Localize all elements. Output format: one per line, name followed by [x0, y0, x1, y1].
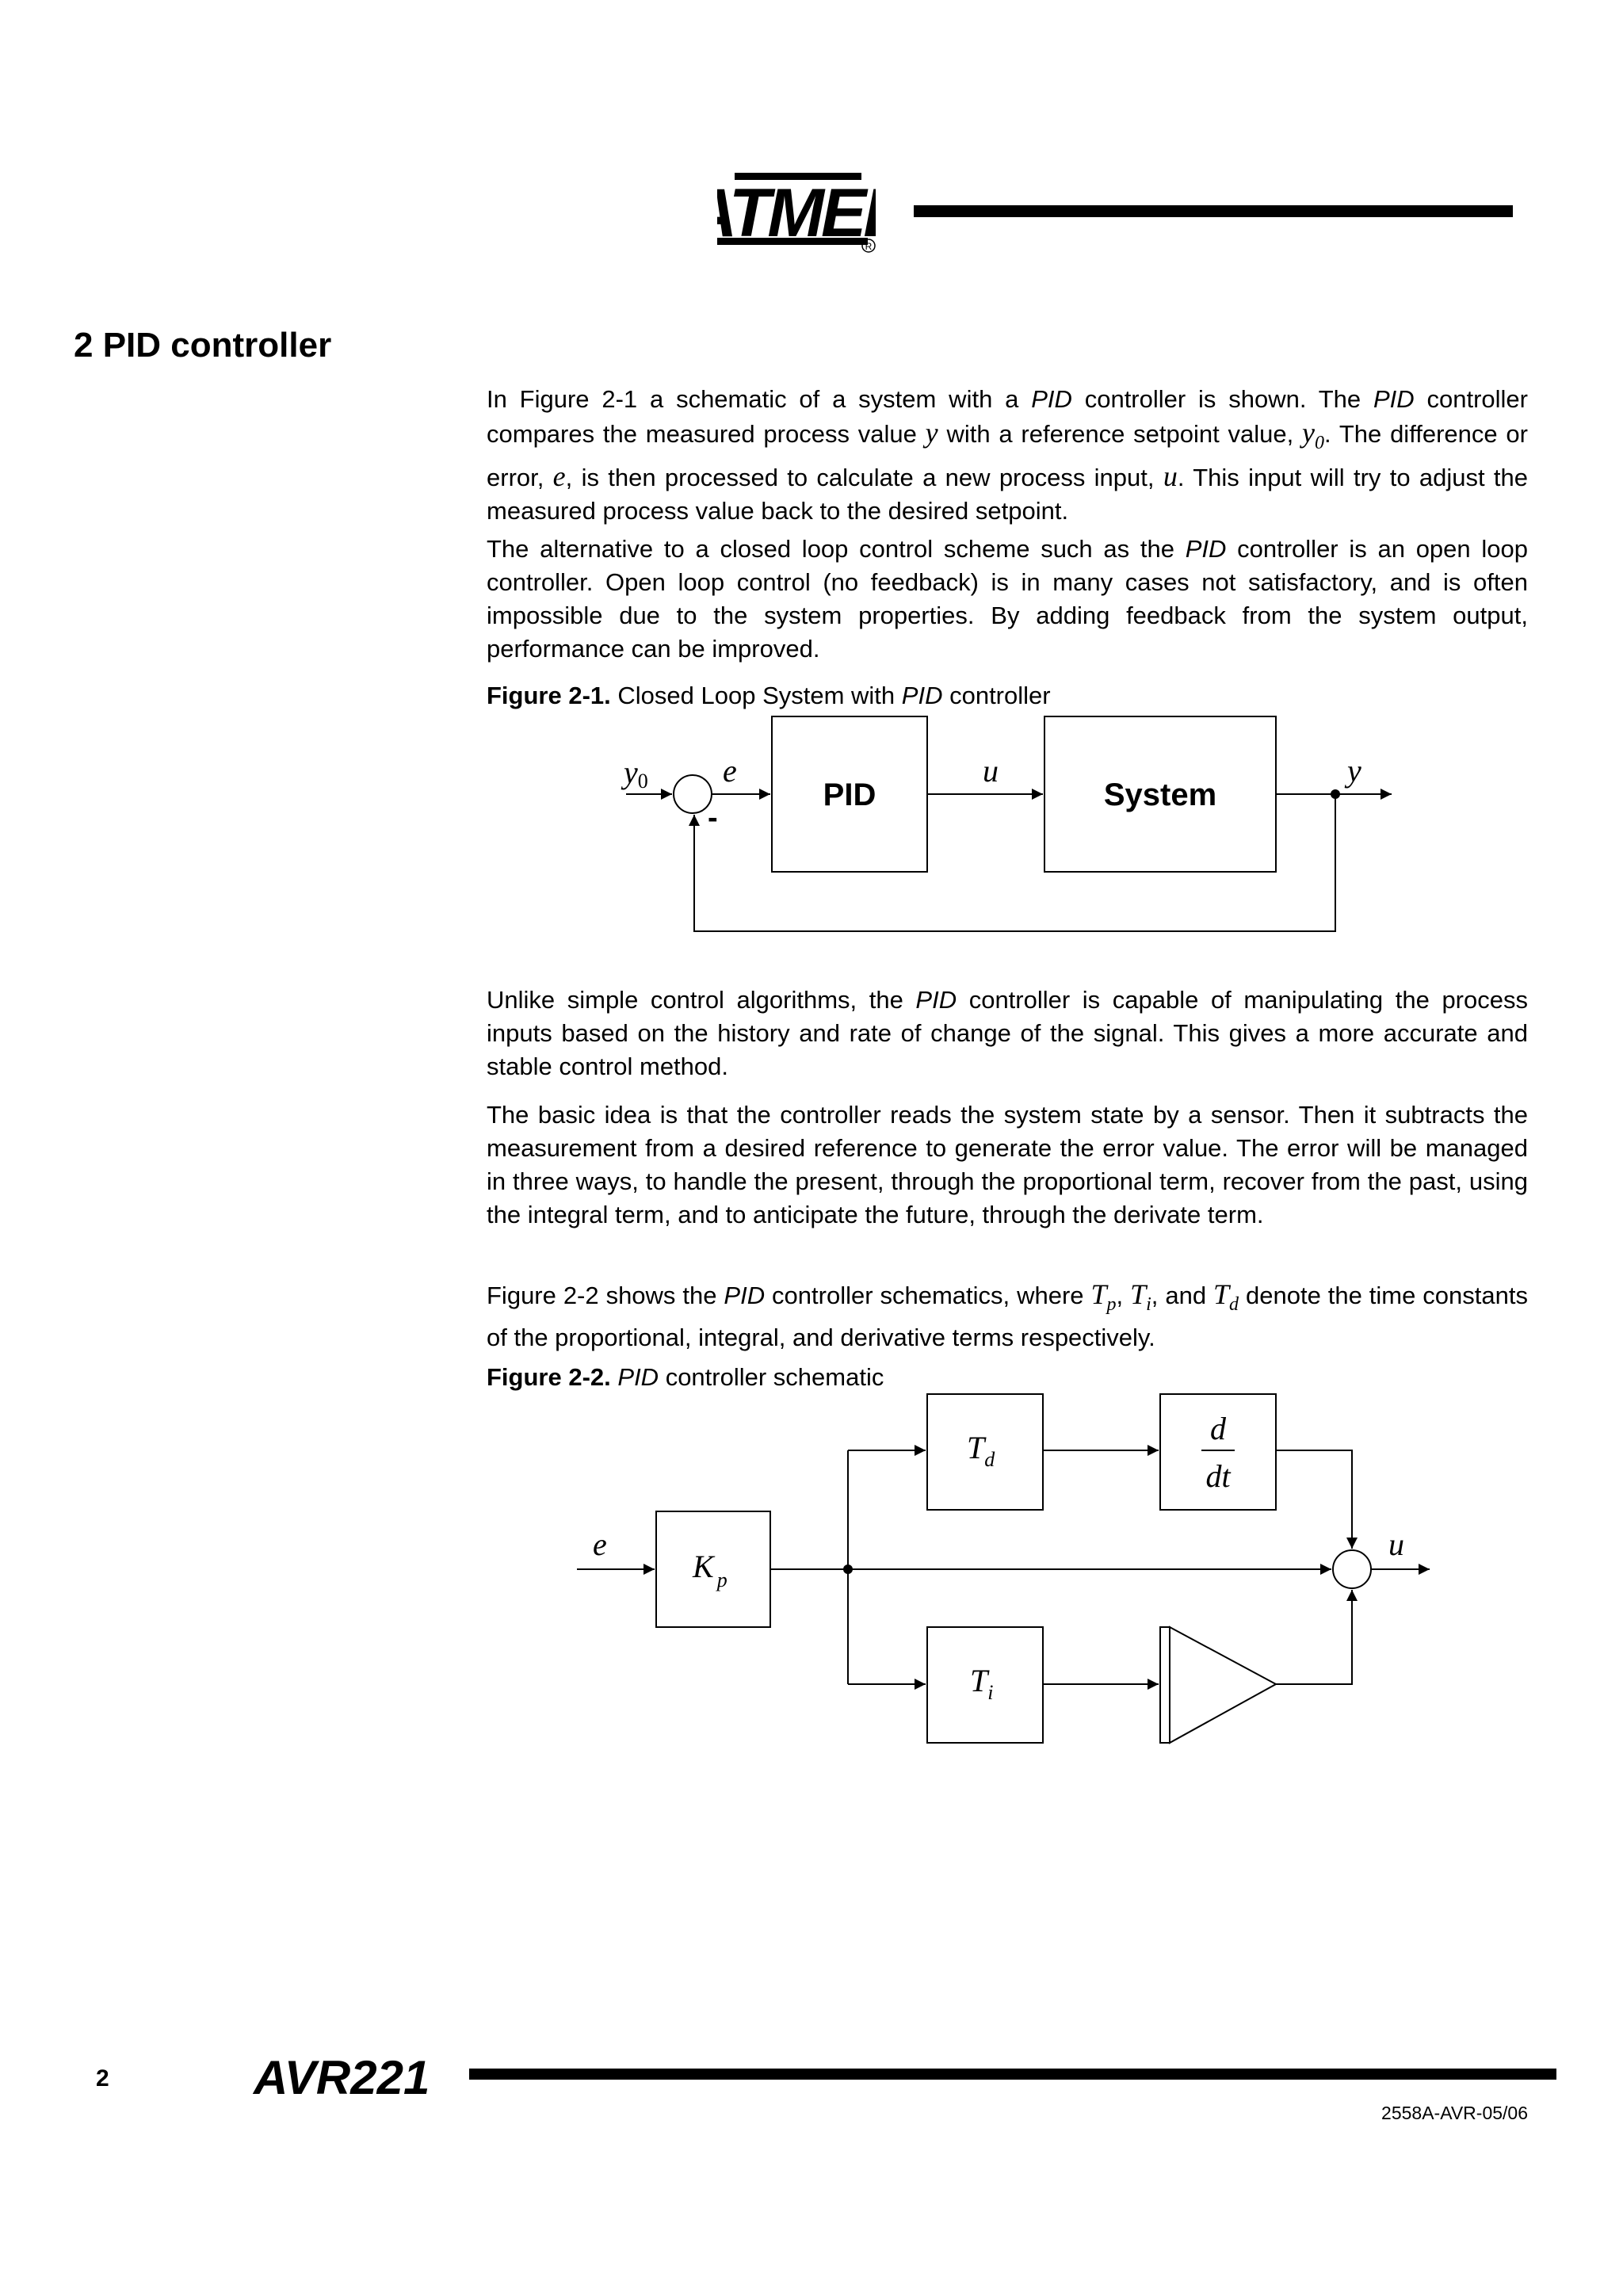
paragraph-pid-advantage: Unlike simple control algorithms, the PID controller is capable of manipulating the process inputs based on the history and rate of change of the signal. This gives a more accurate and stable control method.	[487, 986, 1528, 1080]
footer-rule	[469, 2069, 1556, 2080]
td-label: $T_d$	[967, 1430, 995, 1471]
ti-label: $T_i$	[970, 1663, 994, 1704]
label-y0: y0	[624, 755, 648, 793]
label-e: e	[723, 753, 737, 789]
paragraph-basic-idea: The basic idea is that the controller reads the system state by a sensor. Then it subtracts the measurement from a desired reference to generate the error value. The error will be managed in three ways, to handle the present, through the proportional term, recover from the past, using the integral term, and to anticipate the future, through the derivate term.	[487, 1101, 1528, 1228]
document-code: 2558A-AVR-05/06	[1381, 2103, 1528, 2123]
pid-block-label: PID	[823, 777, 876, 812]
integrator-bar	[1160, 1627, 1170, 1743]
figure-2-caption: Figure 2-2. PID controller schematic	[487, 1363, 884, 1391]
summing-junction	[674, 775, 712, 813]
label-u-output: u	[1388, 1526, 1404, 1562]
figure-1-caption: Figure 2-1. Closed Loop System with PID controller	[487, 682, 1051, 709]
svg-text:ATMEL: TME	[728, 175, 864, 251]
document-title: AVR221	[254, 2051, 430, 2104]
integral-output-arrow	[1276, 1590, 1352, 1684]
branch-node	[843, 1564, 853, 1574]
svg-text:R: R	[865, 241, 873, 252]
closed-loop-diagram	[0, 0, 1623, 951]
paragraph-open-loop: The alternative to a closed loop control scheme such as the PID controller is an open loop controller. Open loop control (no feedback) is in many cases not satisfactory, and is often impossible due to the system properties. By adding feedback from the system output, performance can be improved.	[487, 535, 1528, 663]
derivative-output-arrow	[1276, 1450, 1352, 1549]
label-y: y	[1347, 753, 1361, 789]
integrator-triangle	[1170, 1627, 1276, 1743]
paragraph-time-constants: Figure 2-2 shows the PID controller schematics, where $T_p$, $T_i$, and $T_d$ denote the time constants of the proportional, integral, and derivative terms respectively.	[487, 1278, 1528, 1352]
section-heading: 2 PID controller	[74, 326, 332, 365]
label-minus: -	[708, 801, 718, 835]
label-u: u	[983, 753, 999, 789]
label-e-input: e	[593, 1526, 607, 1562]
kp-label: K $_p$	[693, 1549, 727, 1591]
pid-schematic-diagram	[0, 1347, 1623, 1775]
output-summing-junction	[1333, 1550, 1371, 1588]
system-block-label: System	[1103, 777, 1217, 812]
paragraph-intro: In Figure 2-1 a schematic of a system with a PID controller is shown. The PID controller compares the measured process value y with a reference setpoint value, $y_0$. The difference or error, e, is then processed to calculate a new process input, u. This input will try to adjust the measured process value back to the desired setpoint.	[487, 385, 1529, 525]
output-node	[1331, 789, 1340, 799]
feedback-path	[694, 794, 1335, 931]
derivative-numerator: d	[1210, 1411, 1226, 1446]
derivative-denominator: dt	[1205, 1458, 1231, 1494]
page-number: 2	[96, 2065, 109, 2092]
